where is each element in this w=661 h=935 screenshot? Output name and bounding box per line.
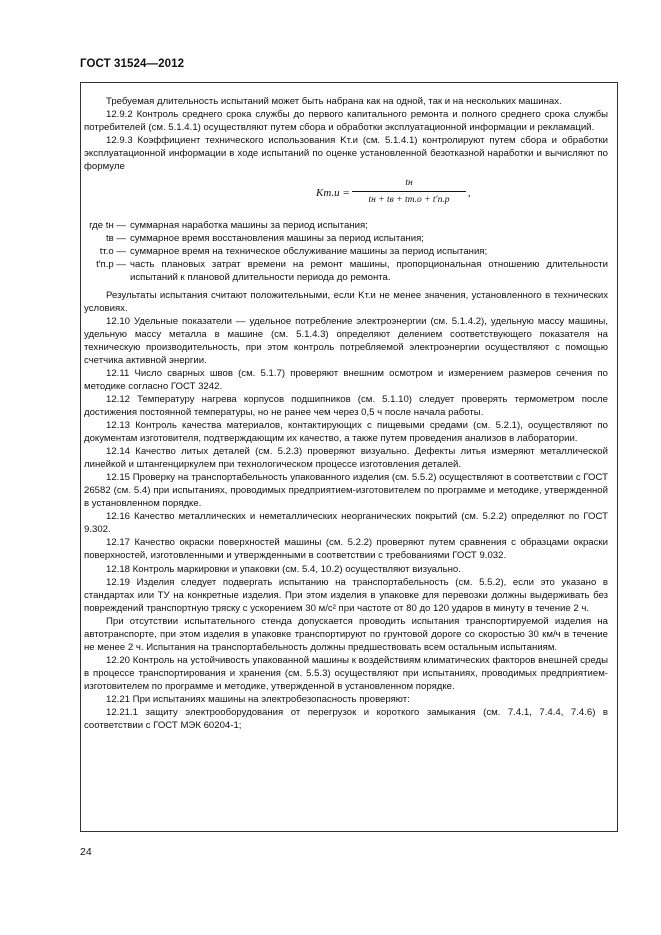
paragraph: 12.16 Качество металлических и неметаллических неорганических покрытий (см. 5.2.2) определяют по ГОСТ 9.302. <box>84 511 608 536</box>
formula <box>84 175 608 215</box>
paragraph: 12.19 Изделия следует подвергать испытанию на транспортабельность (см. 5.5.2), если это указано в стандартах или ТУ на конкретные изделия. При этом изделия в упаковке для перевозки должны выдерживать без повреждений транспортную тряску с ускорением 30 м/с² при частоте от 80 до 120 ударов в минуту в течение 2 ч. <box>84 576 608 614</box>
paragraph: 12.18 Контроль маркировки и упаковки (см. 5.4, 10.2) осуществляют визуально. <box>106 563 461 575</box>
page-body <box>84 95 608 732</box>
fraction-bar <box>352 191 466 192</box>
formula-fraction <box>352 177 466 207</box>
paragraph: 12.14 Качество литых деталей (см. 5.2.3) проверяют визуально. Дефекты литья измеряют металлической линейкой и штангенциркулем при технологическом процессе изготовления деталей. <box>84 446 608 471</box>
formula-comma: , <box>468 188 471 200</box>
paragraph: 12.9.2 Контроль среднего срока службы до первого капитального ремонта и полного среднего срока службы потребителей (см. 5.1.4.1) осуществляют путем сбора и обработки эксплуатационной информации и рекламаций. <box>84 109 608 134</box>
where-description: часть плановых затрат времени на ремонт машины, пропорциональная отношению длительности испытаний к плановой длительности периода до ремонта. <box>130 259 608 284</box>
where-item <box>84 258 608 284</box>
document-header: ГОСТ 31524—2012 <box>80 58 185 70</box>
page-number: 24 <box>80 846 92 858</box>
where-item <box>84 232 608 245</box>
paragraph: 12.12 Температуру нагрева корпусов подшипников (см. 5.1.10) следует проверять термометром после достижения постоянной температуры, но не ранее чем через 0,5 ч после начала работы. <box>84 393 608 418</box>
formula-lhs: Kт.и = <box>316 187 350 200</box>
paragraph: 12.20 Контроль на устойчивость упакованной машины к воздействиям климатических факторов внешней среды в процессе транспортирования и хранения (см. 5.5.3) осуществляют при испытаниях, проводимых предприятием-изготовителем по программе и методике, утвержденной в установленном порядке. <box>84 654 608 692</box>
where-symbol: t′п.р — <box>96 259 126 271</box>
paragraph: Требуемая длительность испытаний может быть набрана как на одной, так и на нескольких машинах. <box>106 96 562 107</box>
paragraph: 12.21 При испытаниях машины на электробезопасность проверяют: <box>106 693 410 705</box>
paragraph: 12.9.3 Коэффициент технического использования Kт.и (см. 5.1.4.1) контролируют путем сбора и обработки эксплуатационной информации в ходе испытаний по оценке установленной безотказной наработки и вычисляют по формуле <box>84 135 608 173</box>
paragraph: 12.13 Контроль качества материалов, контактирующих с пищевыми средами (см. 5.2.1), осуществляют по документам изготовителя, подтверждающим их качество, а также путем проведения анализов в лаборатории. <box>84 419 608 445</box>
where-symbol: tт.о — <box>99 246 126 258</box>
formula-denominator: tн + tв + tт.о + t′п.р <box>368 195 450 206</box>
where-symbol: где tн — <box>89 220 126 232</box>
paragraph: 12.10 Удельные показатели — удельное потребление электроэнергии (см. 5.1.4.2), удельную массу машины, удельную массу металла в машине (см. 5.1.4.3) определяют делением соответствующего показателя на техническую производительность, при этом контроль потребляемой электроэнергии осуществляют с помощью счетчика активной энергии. <box>84 315 608 366</box>
where-item <box>84 245 608 258</box>
paragraph: 12.21.1 защиту электрооборудования от перегрузок и короткого замыкания (см. 7.4.1, 7.4.4, 7.4.6) в соответствии с ГОСТ МЭК 60204-1; <box>84 707 608 732</box>
paragraph: 12.17 Качество окраски поверхностей машины (см. 5.2.2) проверяют путем сравнения с образцами окраски поверхностей, изготовленными и утвержденными в соответствии с требованиями ГОСТ 9.032. <box>84 537 608 562</box>
where-description: суммарное время на техническое обслуживание машины за период испытания; <box>130 246 488 258</box>
paragraph: 12.15 Проверку на транспортабельность упакованного изделия (см. 5.5.2) осуществляют в соответствии с ГОСТ 26582 (см. 5.4) при испытаниях, проводимых предприятием-изготовителем по программе и методике, утвержденной в установленном порядке. <box>84 472 608 510</box>
where-description: суммарная наработка машины за период испытания; <box>130 220 368 232</box>
where-description: суммарное время восстановления машины за период испытания; <box>130 233 424 245</box>
where-item <box>84 219 608 232</box>
paragraph: 12.11 Число сварных швов (см. 5.1.7) проверяют внешним осмотром и измерением размеров сечения по методике согласно ГОСТ 3242. <box>84 367 608 392</box>
paragraph: Результаты испытания считают положительными, если Kт.и не менее значения, установленного в технических условиях. <box>84 289 608 314</box>
where-symbol: tв — <box>105 233 126 245</box>
paragraph: При отсутствии испытательного стенда допускается проводить испытания транспортируемой изделия на автотранспорте, при этом изделия в упаковке транспортируют по грунтовой дороге со скоростью 30 км/ч в течение не менее 2 ч. Испытания на транспортабельность должны предшествовать всем остальным испытаниям. <box>84 615 608 653</box>
formula-numerator: tн <box>405 178 413 189</box>
